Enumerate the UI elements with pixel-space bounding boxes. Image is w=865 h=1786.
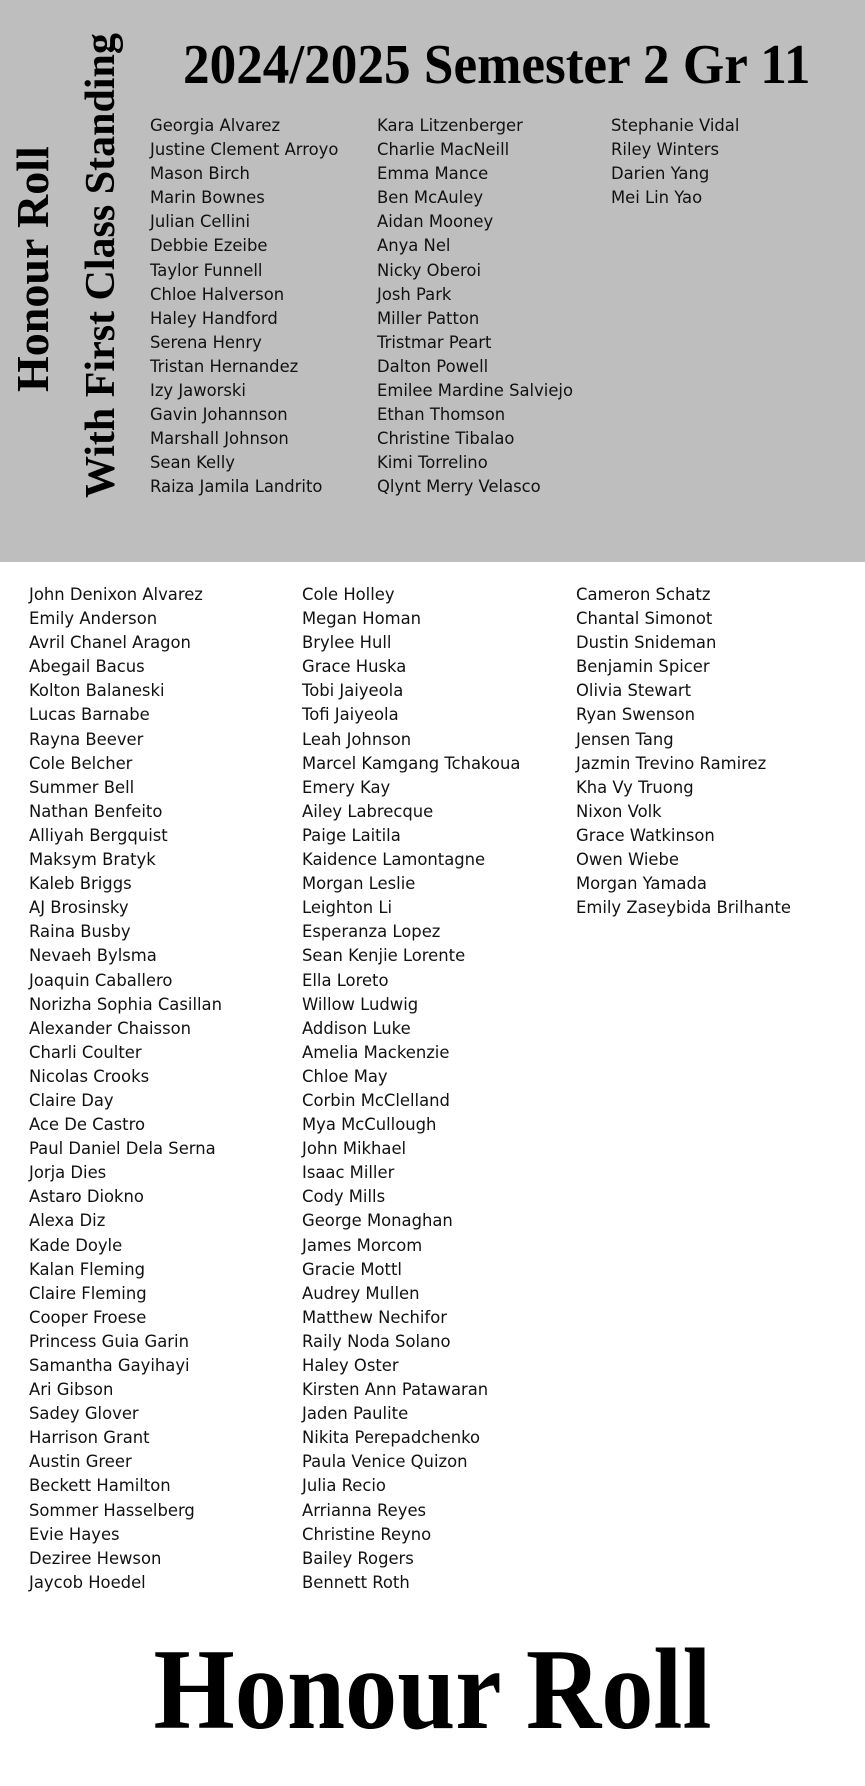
page-title: 2024/2025 Semester 2 Gr 11 — [183, 34, 811, 96]
student-name: Willow Ludwig — [302, 994, 419, 1014]
student-name: Cole Belcher — [29, 753, 133, 773]
student-name: Ella Loreto — [302, 970, 389, 990]
first-class-column-3 — [611, 114, 739, 210]
student-name: Mya McCullough — [302, 1115, 437, 1135]
student-name: Taylor Funnell — [150, 260, 263, 280]
student-name: Ace De Castro — [29, 1115, 146, 1135]
student-name: Tofi Jaiyeola — [302, 705, 399, 725]
student-name: Raiza Jamila Landrito — [150, 477, 323, 497]
student-name: Jaycob Hoedel — [29, 1572, 146, 1592]
student-name: Jorja Dies — [29, 1163, 107, 1183]
student-name: Charli Coulter — [29, 1042, 142, 1062]
student-name: Brylee Hull — [302, 633, 392, 653]
student-name: Julian Cellini — [150, 212, 251, 232]
student-name: Alliyah Bergquist — [29, 825, 168, 845]
student-name: Kimi Torrelino — [377, 453, 488, 473]
student-name: Qlynt Merry Velasco — [377, 477, 541, 497]
student-name: Arrianna Reyes — [302, 1500, 427, 1520]
student-name: Jazmin Trevino Ramirez — [576, 753, 767, 773]
student-name: Emma Mance — [377, 164, 489, 184]
student-name: Marshall Johnson — [150, 429, 289, 449]
student-name: Mason Birch — [150, 164, 250, 184]
student-name: Sean Kelly — [150, 453, 235, 473]
honour-roll-column-2 — [302, 583, 520, 1595]
student-name: Evie Hayes — [29, 1524, 120, 1544]
student-name: Riley Winters — [611, 140, 720, 160]
student-name: Sommer Hasselberg — [29, 1500, 195, 1520]
student-name: Cameron Schatz — [576, 585, 711, 604]
student-name: Emery Kay — [302, 777, 391, 797]
student-name: Marcel Kamgang Tchakoua — [302, 753, 521, 773]
first-class-column-2 — [377, 114, 573, 500]
student-name: Corbin McClelland — [302, 1090, 450, 1110]
student-name: Georgia Alvarez — [150, 116, 281, 135]
student-name: Emilee Mardine Salviejo — [377, 381, 574, 401]
student-name: Abegail Bacus — [29, 657, 145, 677]
student-name: James Morcom — [302, 1235, 423, 1255]
student-name: Christine Reyno — [302, 1524, 432, 1544]
student-name: Paige Laitila — [302, 825, 401, 845]
student-name: Aidan Mooney — [377, 212, 494, 232]
student-name: Bailey Rogers — [302, 1548, 414, 1568]
student-name: Ryan Swenson — [576, 705, 696, 725]
student-name: Ailey Labrecque — [302, 801, 434, 821]
honour-roll-column-3 — [576, 583, 791, 920]
student-name: Charlie MacNeill — [377, 140, 510, 160]
student-name: Izy Jaworski — [150, 381, 246, 401]
student-name: Morgan Leslie — [302, 874, 416, 894]
student-name: Nevaeh Bylsma — [29, 946, 157, 966]
footer-title: Honour Roll — [153, 1626, 712, 1754]
student-name: Haley Handford — [150, 308, 278, 328]
student-name: Amelia Mackenzie — [302, 1042, 450, 1062]
student-name: Nathan Benfeito — [29, 801, 163, 821]
student-name: Alexa Diz — [29, 1211, 106, 1231]
student-name: Norizha Sophia Casillan — [29, 994, 222, 1014]
student-name: Alexander Chaisson — [29, 1018, 192, 1038]
student-name: Marin Bownes — [150, 188, 265, 208]
student-name: John Denixon Alvarez — [29, 585, 203, 604]
student-name: Kara Litzenberger — [377, 116, 523, 135]
student-name: Ben McAuley — [377, 188, 484, 208]
student-name: Morgan Yamada — [576, 874, 707, 894]
student-name: Ethan Thomson — [377, 405, 506, 425]
student-name: Nicolas Crooks — [29, 1066, 150, 1086]
student-name: Megan Homan — [302, 609, 422, 629]
student-name: Julia Recio — [302, 1476, 386, 1496]
student-name: Kade Doyle — [29, 1235, 123, 1255]
student-name: Olivia Stewart — [576, 681, 692, 701]
student-name: Emily Zaseybida Brilhante — [576, 898, 791, 918]
vertical-first-class-label: With First Class Standing — [78, 33, 124, 498]
student-name: Stephanie Vidal — [611, 116, 740, 135]
vertical-honour-roll-label: Honour Roll — [7, 146, 58, 392]
student-name: Ari Gibson — [29, 1380, 114, 1400]
student-name: Anya Nel — [377, 236, 451, 256]
student-name: Nixon Volk — [576, 801, 662, 821]
student-name: Kha Vy Truong — [576, 777, 694, 797]
honour-roll-column-1 — [29, 583, 222, 1595]
student-name: Cole Holley — [302, 585, 395, 604]
student-name: Serena Henry — [150, 332, 262, 352]
student-name: Joaquin Caballero — [29, 970, 173, 990]
student-name: Benjamin Spicer — [576, 657, 710, 677]
student-name: Leighton Li — [302, 898, 393, 918]
student-name: Raily Noda Solano — [302, 1331, 451, 1351]
student-name: Beckett Hamilton — [29, 1476, 171, 1496]
student-name: Avril Chanel Aragon — [29, 633, 191, 653]
student-name: Claire Fleming — [29, 1283, 147, 1303]
student-name: Grace Huska — [302, 657, 407, 677]
student-name: Chantal Simonot — [576, 609, 713, 629]
student-name: Grace Watkinson — [576, 825, 715, 845]
student-name: Leah Johnson — [302, 729, 412, 749]
student-name: Gracie Mottl — [302, 1259, 402, 1279]
student-name: Justine Clement Arroyo — [150, 140, 339, 160]
student-name: Miller Patton — [377, 308, 480, 328]
student-name: Cooper Froese — [29, 1307, 147, 1327]
student-name: Claire Day — [29, 1090, 114, 1110]
student-name: Christine Tibalao — [377, 429, 515, 449]
first-class-column-1 — [150, 114, 338, 500]
student-name: Rayna Beever — [29, 729, 144, 749]
student-name: Maksym Bratyk — [29, 850, 156, 870]
student-name: Jaden Paulite — [302, 1404, 409, 1424]
student-name: Josh Park — [377, 284, 452, 304]
student-name: George Monaghan — [302, 1211, 453, 1231]
student-name: Gavin Johannson — [150, 405, 288, 425]
student-name: Lucas Barnabe — [29, 705, 150, 725]
student-name: Paul Daniel Dela Serna — [29, 1139, 216, 1159]
student-name: Debbie Ezeibe — [150, 236, 268, 256]
student-name: Dalton Powell — [377, 356, 489, 376]
student-name: Audrey Mullen — [302, 1283, 420, 1303]
student-name: Chloe Halverson — [150, 284, 285, 304]
student-name: Deziree Hewson — [29, 1548, 162, 1568]
student-name: Kirsten Ann Patawaran — [302, 1380, 489, 1400]
student-name: Darien Yang — [611, 164, 710, 184]
student-name: Bennett Roth — [302, 1572, 410, 1592]
student-name: Addison Luke — [302, 1018, 411, 1038]
student-name: Harrison Grant — [29, 1428, 150, 1448]
student-name: Kolton Balaneski — [29, 681, 165, 701]
student-name: Emily Anderson — [29, 609, 158, 629]
student-name: AJ Brosinsky — [29, 898, 129, 918]
student-name: Tristmar Peart — [377, 332, 492, 352]
student-name: Tobi Jaiyeola — [302, 681, 404, 701]
student-name: Sadey Glover — [29, 1404, 139, 1424]
student-name: Isaac Miller — [302, 1163, 395, 1183]
student-name: Dustin Snideman — [576, 633, 717, 653]
student-name: Nikita Perepadchenko — [302, 1428, 481, 1448]
student-name: Summer Bell — [29, 777, 135, 797]
student-name: Tristan Hernandez — [150, 356, 299, 376]
student-name: Nicky Oberoi — [377, 260, 481, 280]
first-class-standing-panel — [0, 0, 865, 562]
student-name: Kaleb Briggs — [29, 874, 132, 894]
student-name: Sean Kenjie Lorente — [302, 946, 466, 966]
student-name: Raina Busby — [29, 922, 131, 942]
student-name: Princess Guia Garin — [29, 1331, 189, 1351]
student-name: Kaidence Lamontagne — [302, 850, 486, 870]
student-name: Matthew Nechifor — [302, 1307, 447, 1327]
student-name: Chloe May — [302, 1066, 388, 1086]
student-name: Kalan Fleming — [29, 1259, 146, 1279]
student-name: Astaro Diokno — [29, 1187, 144, 1207]
student-name: Esperanza Lopez — [302, 922, 441, 942]
student-name: Austin Greer — [29, 1452, 132, 1472]
student-name: Cody Mills — [302, 1187, 386, 1207]
student-name: John Mikhael — [302, 1139, 407, 1159]
student-name: Owen Wiebe — [576, 850, 679, 870]
student-name: Haley Oster — [302, 1356, 399, 1375]
student-name: Samantha Gayihayi — [29, 1356, 190, 1375]
student-name: Jensen Tang — [576, 729, 674, 749]
student-name: Mei Lin Yao — [611, 188, 703, 208]
student-name: Paula Venice Quizon — [302, 1452, 468, 1472]
